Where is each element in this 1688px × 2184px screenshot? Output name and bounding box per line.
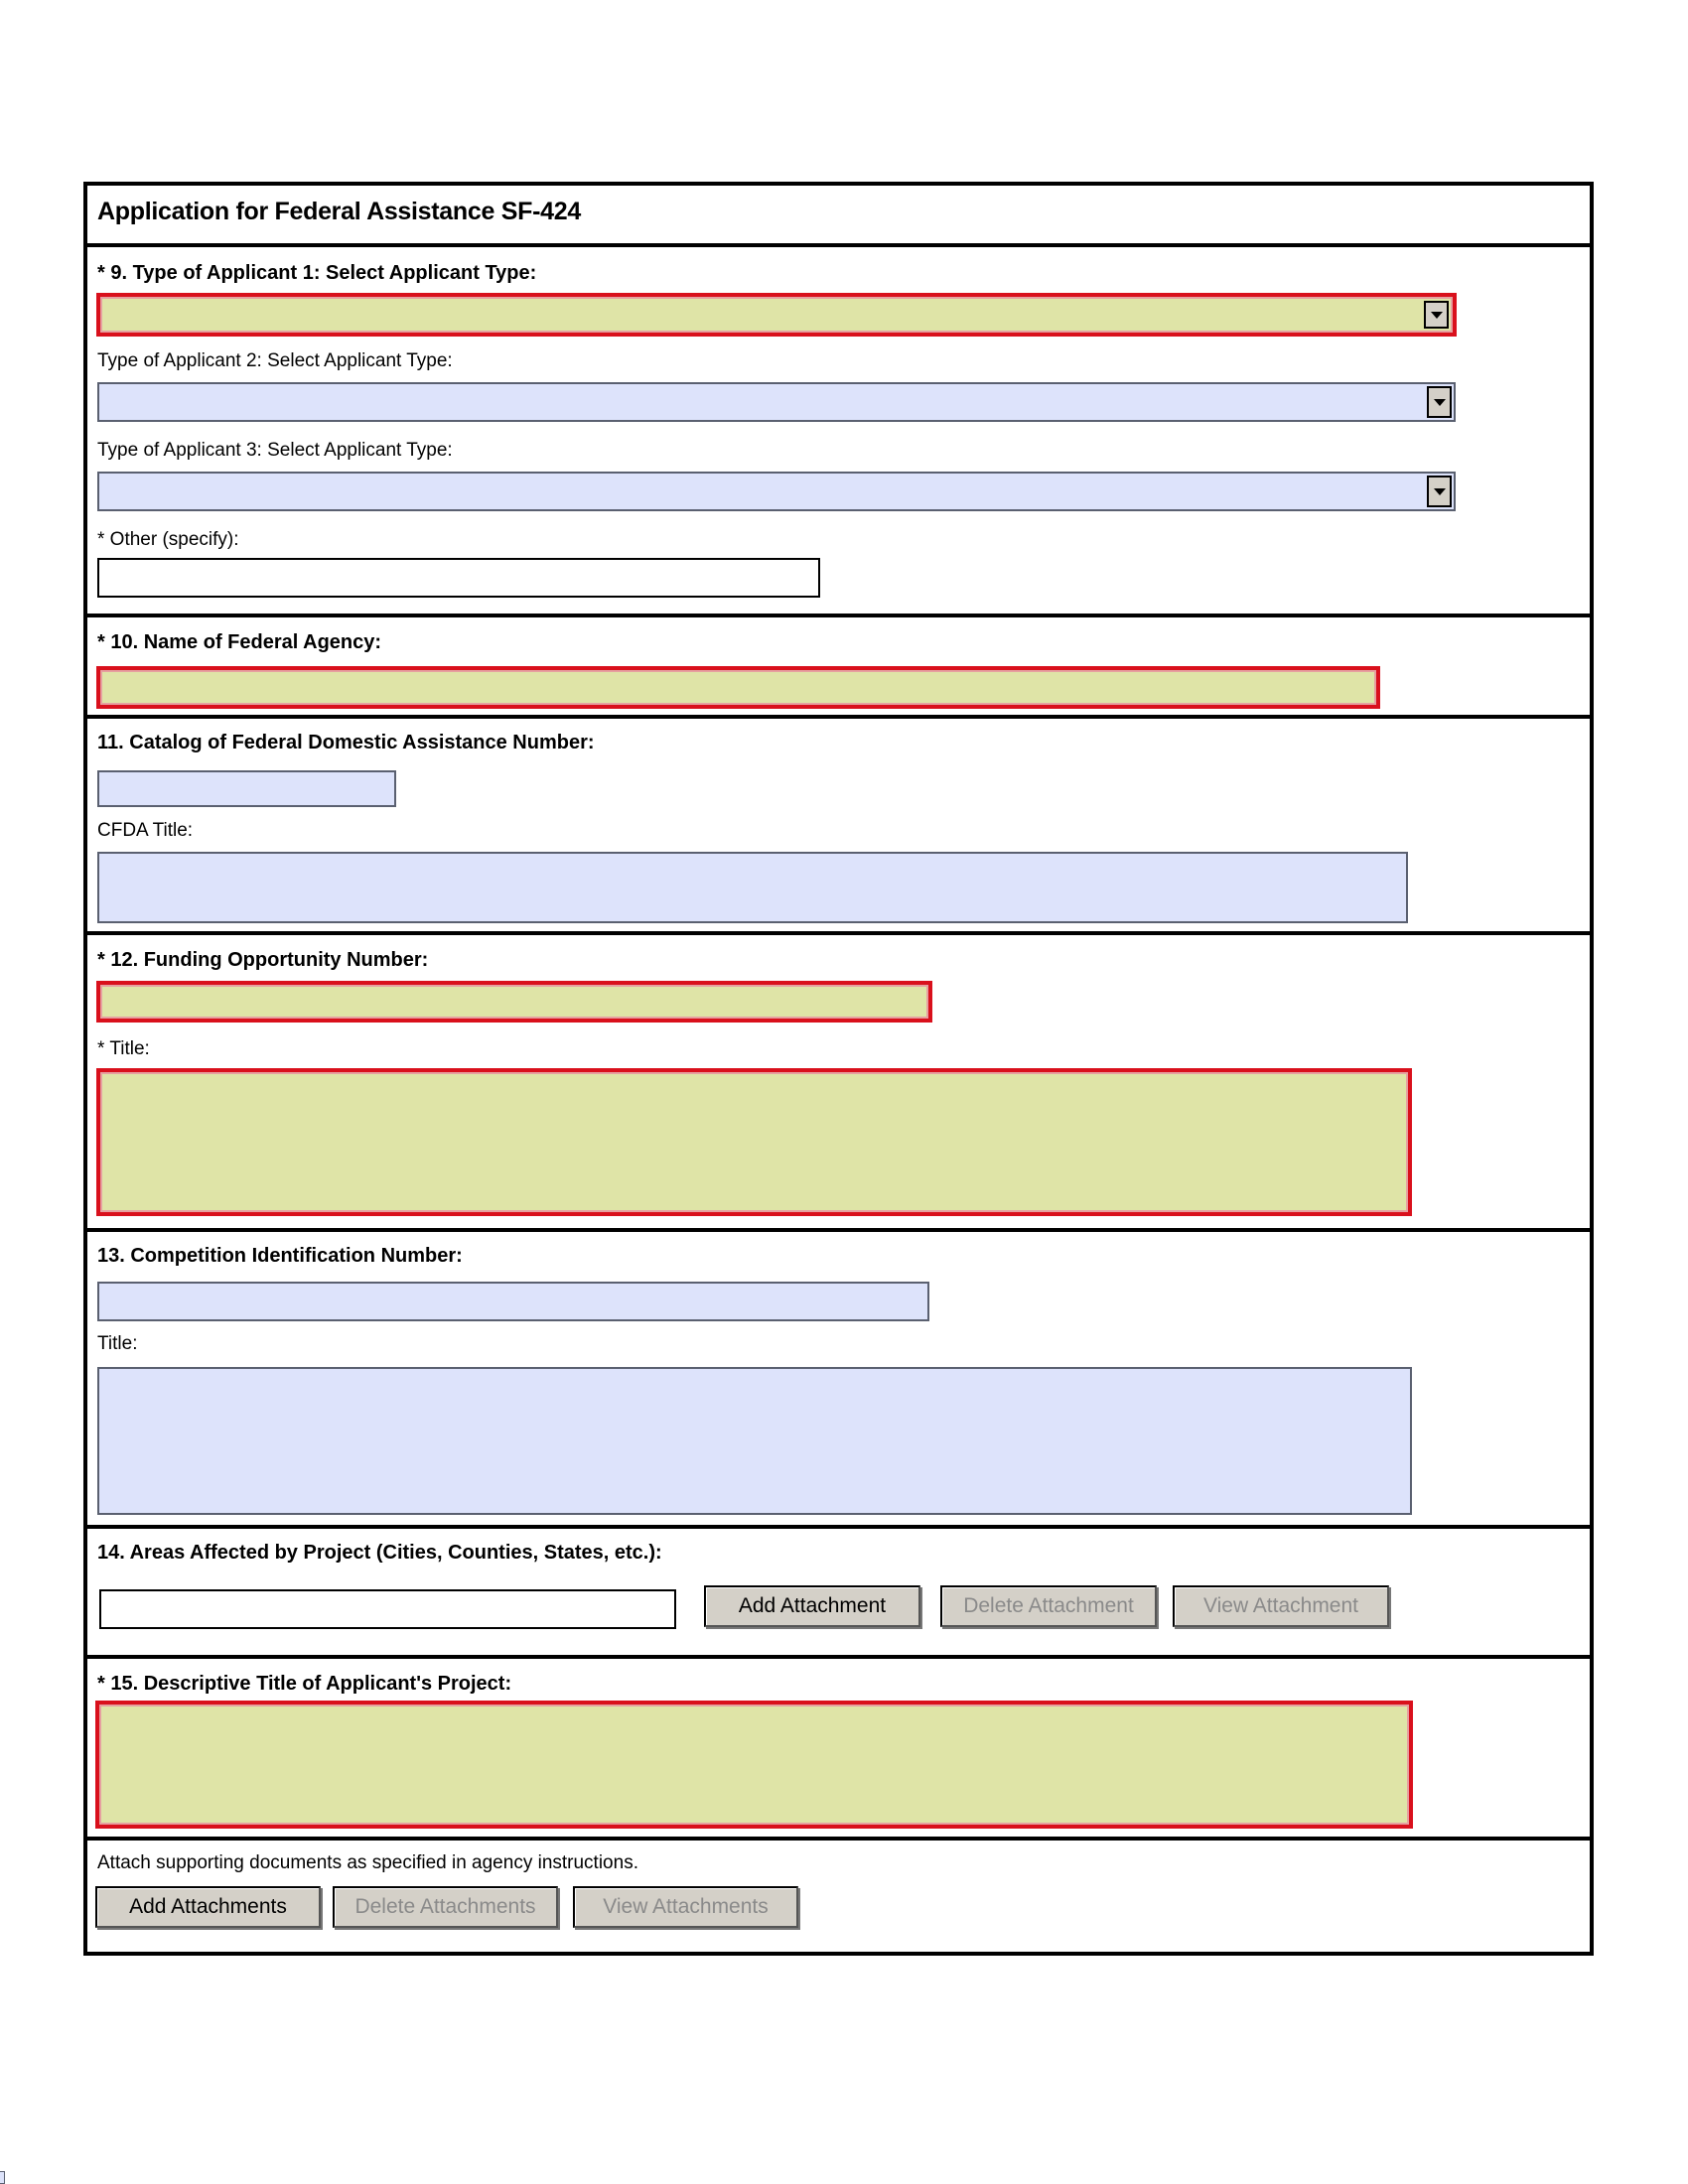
- view-attachments-button[interactable]: View Attachments: [573, 1886, 798, 1928]
- section-divider: [83, 1525, 1594, 1529]
- applicant-type-2-dropdown-button[interactable]: [1427, 386, 1452, 418]
- cfda-title-field: [97, 852, 1408, 923]
- cfda-number-label: 11. Catalog of Federal Domestic Assistance Number:: [97, 732, 595, 753]
- attachments-instructions: Attach supporting documents as specified in agency instructions.: [97, 1852, 638, 1873]
- section-divider: [83, 931, 1594, 935]
- federal-agency-label: * 10. Name of Federal Agency:: [97, 631, 382, 653]
- competition-title-textarea[interactable]: [97, 1367, 1412, 1515]
- competition-title-label: Title:: [97, 1333, 138, 1354]
- competition-id-label: 13. Competition Identification Number:: [97, 1245, 463, 1267]
- header-divider: [83, 243, 1594, 247]
- applicant-type-2-label: Type of Applicant 2: Select Applicant Type:: [97, 350, 453, 371]
- applicant-type-3-dropdown-button[interactable]: [1427, 476, 1452, 507]
- cfda-number-input[interactable]: [97, 770, 396, 807]
- funding-title-label: * Title:: [97, 1038, 150, 1059]
- page-corner-field: [0, 2171, 5, 2184]
- other-specify-input[interactable]: [97, 558, 820, 598]
- applicant-type-3-select[interactable]: [97, 472, 1456, 511]
- funding-opportunity-input[interactable]: [96, 981, 932, 1023]
- section-divider: [83, 1228, 1594, 1232]
- applicant-type-1-select[interactable]: [96, 293, 1457, 337]
- other-specify-label: * Other (specify):: [97, 529, 239, 550]
- areas-affected-label: 14. Areas Affected by Project (Cities, Counties, States, etc.):: [97, 1542, 662, 1564]
- delete-attachments-button[interactable]: Delete Attachments: [333, 1886, 558, 1928]
- project-title-label: * 15. Descriptive Title of Applicant's Project:: [97, 1673, 512, 1695]
- chevron-down-icon: [1434, 399, 1446, 406]
- view-attachment-button[interactable]: View Attachment: [1173, 1585, 1389, 1627]
- section-divider: [83, 614, 1594, 617]
- funding-opportunity-label: * 12. Funding Opportunity Number:: [97, 949, 429, 971]
- form-title: Application for Federal Assistance SF-424: [97, 198, 581, 225]
- add-attachment-button[interactable]: Add Attachment: [704, 1585, 920, 1627]
- add-attachments-button[interactable]: Add Attachments: [95, 1886, 321, 1928]
- section-divider: [83, 1655, 1594, 1659]
- applicant-type-2-select[interactable]: [97, 382, 1456, 422]
- federal-agency-input[interactable]: [96, 666, 1380, 709]
- competition-id-input[interactable]: [97, 1282, 929, 1321]
- funding-title-textarea[interactable]: [96, 1068, 1412, 1216]
- applicant-type-1-label: * 9. Type of Applicant 1: Select Applicant Type:: [97, 262, 537, 284]
- chevron-down-icon: [1434, 488, 1446, 495]
- delete-attachment-button[interactable]: Delete Attachment: [940, 1585, 1157, 1627]
- applicant-type-3-label: Type of Applicant 3: Select Applicant Type:: [97, 440, 453, 461]
- areas-affected-input[interactable]: [99, 1589, 676, 1629]
- chevron-down-icon: [1431, 312, 1443, 319]
- cfda-title-label: CFDA Title:: [97, 820, 194, 841]
- project-title-textarea[interactable]: [95, 1701, 1413, 1829]
- applicant-type-1-dropdown-button[interactable]: [1424, 301, 1449, 329]
- section-divider: [83, 1837, 1594, 1841]
- section-divider: [83, 715, 1594, 719]
